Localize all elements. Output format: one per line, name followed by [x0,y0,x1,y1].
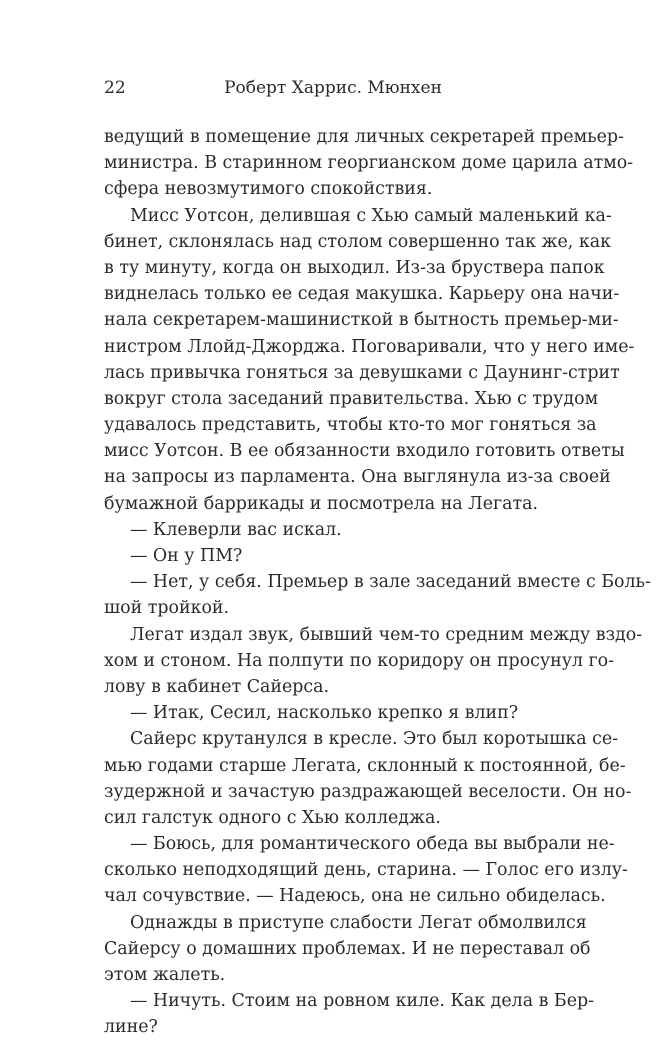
text-line: лову в кабинет Сайерса. [104,676,330,697]
text-line: хом и стоном. На полпути по коридору он просунул го- [104,650,614,671]
text-line: — Клеверли вас искал. [130,519,342,540]
text-line: — Ничуть. Стоим на ровном киле. Как дела в Бер- [130,991,595,1012]
running-title: Роберт Харрис. Мюнхен [224,78,442,98]
text-line: — Нет, у себя. Премьер в зале заседаний вместе с Боль- [130,572,651,593]
text-line: шой тройкой. [104,598,230,619]
text-line: сфера невозмутимого спокойствия. [104,179,433,200]
text-line: — Боюсь, для романтического обеда вы выбрали не- [130,834,615,855]
running-head [104,76,562,100]
text-line: зудержной и зачастую раздражающей веселости. Он но- [104,781,632,802]
text-line: министра. В старинном георгианском доме царила атмо- [104,153,634,174]
text-line: Сайерсу о домашних проблемах. И не переставал об [104,938,591,959]
text-line: мью годами старше Легата, склонный к постоянной, бе- [104,755,626,776]
text-line: лась привычка гоняться за девушками с Даунинг-стрит [104,362,620,383]
text-line: лине? [104,1017,158,1038]
text-line: мисс Уотсон. В ее обязанности входило готовить ответы [104,441,625,462]
text-line: бумажной баррикады и посмотрела на Легата. [104,493,538,514]
text-line: Сайерс крутанулся в кресле. Это был коротышка се- [130,729,619,750]
text-line: вокруг стола заседаний правительства. Хью с трудом [104,388,599,409]
text-line: нала секретарем-машинисткой в бытность премьер-ми- [104,310,619,331]
text-line: сил галстук одного с Хью колледжа. [104,807,441,828]
text-line: виднелась только ее седая макушка. Карьеру она начи- [104,284,620,305]
text-line: удавалось представить, чтобы кто-то мог гоняться за [104,415,597,436]
text-line: ведущий в помещение для личных секретарей премьер- [104,127,624,147]
page-number: 22 [104,78,126,98]
text-line: в ту минуту, когда он выходил. Из-за бруствера папок [104,257,605,278]
text-line: Мисс Уотсон, делившая с Хью самый маленький ка- [130,205,612,226]
body-text [104,124,651,1041]
text-line: Легат издал звук, бывший чем-то средним между вздо- [130,624,643,645]
text-line: сколько неподходящий день, старина. — Голос его излу- [104,860,628,881]
text-line: на запросы из парламента. Она выглянула из-за своей [104,467,611,488]
text-line: этом жалеть. [104,965,226,985]
text-line: чал сочувствие. — Надеюсь, она не сильно обиделась. [104,886,606,907]
text-line: — Он у ПМ? [130,546,243,566]
text-line: Однажды в приступе слабости Легат обмолвился [130,912,587,933]
text-line: нистром Ллойд-Джорджа. Поговаривали, что у него име- [104,336,635,357]
text-line: — Итак, Сесил, насколько крепко я влип? [130,703,519,724]
text-line: бинет, склонялась над столом совершенно так же, как [104,231,611,252]
